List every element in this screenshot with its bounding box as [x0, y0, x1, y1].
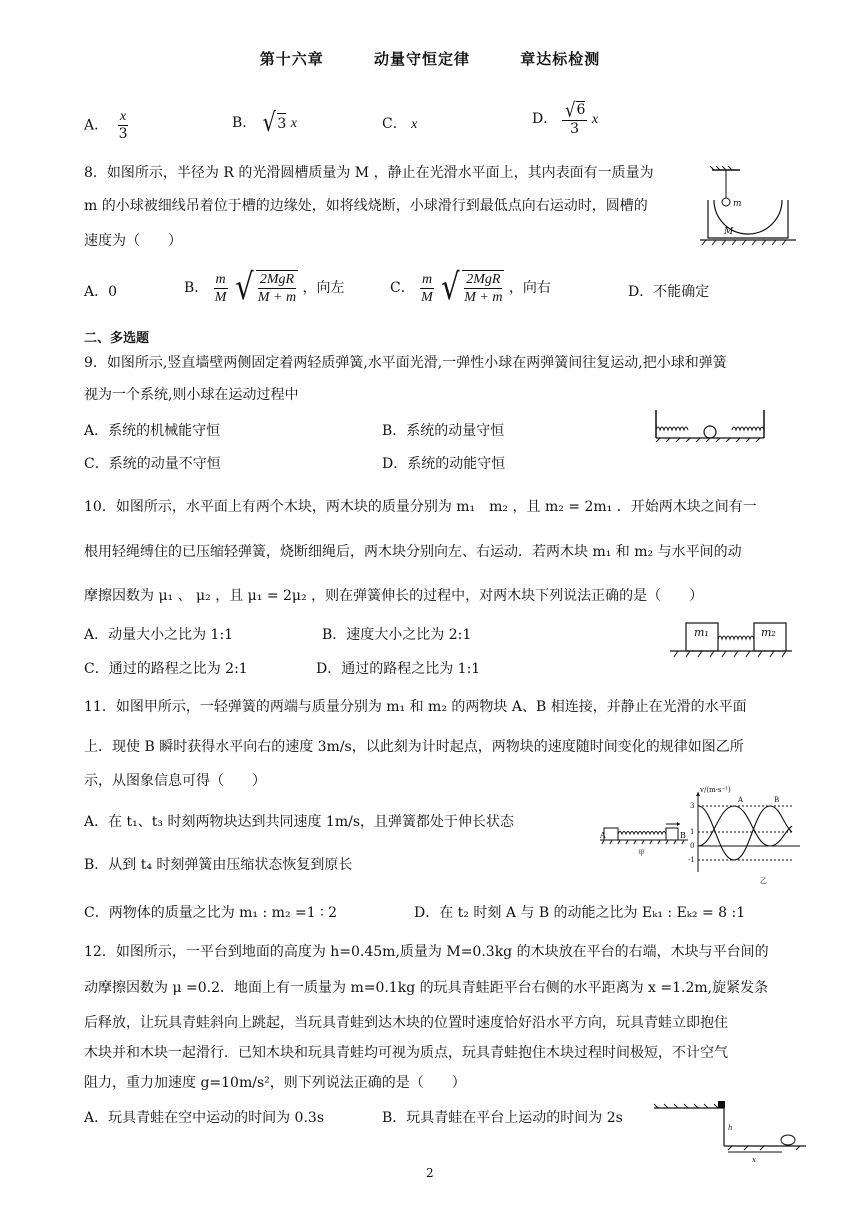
- sqrt-expression: √ 3: [262, 108, 287, 138]
- fraction: [213, 271, 229, 306]
- q10-figure: [670, 619, 792, 659]
- direction: ，向左: [302, 280, 345, 296]
- radicand: 3: [277, 113, 286, 134]
- q9-option-a: A．系统的机械能守恒: [84, 423, 221, 439]
- q11-figure-b-axis-label: v/(m·s⁻¹): [700, 786, 731, 794]
- q12-figure: [652, 1096, 808, 1164]
- q8-option-d: D．不能确定: [628, 284, 710, 300]
- q11-stem-line3: 示，从图象信息可得（ ）: [84, 773, 266, 789]
- q10-figure-m2-label: m₂: [761, 626, 776, 639]
- q11-option-b: B．从到 t₄ 时刻弹簧由压缩状态恢复到原长: [84, 857, 353, 873]
- option-label: C．: [382, 116, 407, 132]
- q10-option-d: D．通过的路程之比为 1:1: [316, 661, 481, 677]
- fraction: [117, 108, 130, 143]
- chapter-title: 动量守恒定律: [373, 50, 470, 68]
- q9-stem-line1: 9．如图所示,竖直墙壁两侧固定着两轻质弹簧,水平面光滑,一弹性小球在两弹簧间往复运动,把小球和弹簧: [84, 355, 727, 371]
- q9-figure: [652, 408, 768, 442]
- q10-option-a: A．动量大小之比为 1:1: [84, 627, 234, 643]
- q12-option-b: B．玩具青蛙在平台上运动的时间为 2s: [382, 1110, 623, 1126]
- q8-option-a: A．0: [84, 284, 118, 300]
- svg-text:M: M: [724, 227, 734, 237]
- q8-option-b: [184, 267, 345, 308]
- denominator: M + m: [464, 290, 503, 305]
- q8-option-c: [390, 267, 551, 308]
- q9-option-b: B．系统的动量守恒: [382, 423, 505, 439]
- svg-text:B: B: [680, 831, 686, 840]
- q8-stem-line3: 速度为（ ）: [84, 233, 182, 249]
- numerator: √ 6: [562, 100, 588, 121]
- option-label: B．: [232, 115, 257, 131]
- svg-text:B: B: [774, 796, 780, 804]
- option-label: B．: [184, 280, 209, 296]
- numerator: 2MgR: [466, 272, 501, 287]
- svg-text:3: 3: [690, 802, 695, 810]
- svg-text:-1: -1: [688, 856, 695, 864]
- page-header: [0, 48, 860, 69]
- q11-figure-a-caption: 甲: [638, 849, 645, 857]
- svg-text:A: A: [600, 831, 606, 840]
- q10-option-c: C．通过的路程之比为 2:1: [84, 661, 248, 677]
- q10-figure-m1-label: m₁: [694, 626, 709, 639]
- q7-option-a: [84, 108, 130, 143]
- svg-text:x: x: [752, 1156, 756, 1164]
- q10-stem-line1: 10．如图所示，水平面上有两个木块，两木块的质量分别为 m₁ m₂ ，且 m₂ = 2m₁ ．开始两木块之间有一: [84, 499, 757, 515]
- q10-stem-line3: 摩擦因数为 μ₁ 、 μ₂ ，且 μ₁ = 2μ₂ ，则在弹簧伸长的过程中，对两木块下列说法正确的是（ ）: [84, 588, 704, 604]
- q10-stem-line2: 根用轻绳缚住的已压缩轻弹簧，烧断细绳后，两木块分别向左、右运动．若两木块 m₁ 和 m₂ 与水平间的动: [84, 544, 742, 560]
- svg-text:m: m: [733, 199, 742, 209]
- q7-option-b: [232, 110, 297, 136]
- denominator: 3: [570, 121, 579, 137]
- q7-option-c: [382, 114, 417, 135]
- q12-stem-line3: 后释放，让玩具青蛙斜向上跳起，当玩具青蛙到达木块的位置时速度恰好沿水平方向，玩具青蛙立即抱住: [84, 1015, 728, 1031]
- section-heading-multi-choice: 二、多选题: [84, 331, 150, 346]
- q12-stem-line4: 木块并和木块一起滑行．已知木块和玩具青蛙均可视为质点，玩具青蛙抱住木块过程时间极短，不计空气: [84, 1045, 728, 1061]
- q12-stem-line5: 阻力，重力加速度 g=10m/s²，则下列说法正确的是（ ）: [84, 1075, 466, 1091]
- q11-figure-a: [600, 818, 690, 858]
- q9-stem-line2: 视为一个系统,则小球在运动过程中: [84, 387, 299, 403]
- svg-text:A: A: [738, 796, 744, 804]
- numerator: m: [421, 271, 433, 287]
- page-number: 2: [426, 1166, 434, 1180]
- radicand: 6: [576, 102, 586, 118]
- sqrt-expression: √ $\frac{\text{2MgR}}{M + m}$: [235, 267, 297, 308]
- option-label: D．: [532, 111, 558, 127]
- option-label: C．: [390, 280, 415, 296]
- q12-stem-line1: 12．如图所示，一平台到地面的高度为 h=0.45m,质量为 M=0.3kg 的木块放在平台的右端，木块与平台间的: [84, 944, 769, 960]
- numerator: m: [215, 271, 226, 287]
- q11-stem-line1: 11．如图甲所示，一轻弹簧的两端与质量分别为 m₁ 和 m₂ 的两物块 A、B 相连接，并静止在光滑的水平面: [84, 699, 747, 715]
- fraction: [562, 100, 588, 138]
- q7-option-d: [532, 100, 598, 138]
- q11-option-d: D．在 t₂ 时刻 A 与 B 的动能之比为 Eₖ₁ : Eₖ₂ = 8 :1: [414, 905, 746, 921]
- fraction: [419, 271, 435, 306]
- direction: ，向右: [508, 280, 551, 296]
- denominator: M: [214, 289, 227, 305]
- q11-option-c: C．两物体的质量之比为 m₁ : m₂ =1 ∶ 2: [84, 905, 338, 921]
- chapter-label: 第十六章: [259, 50, 324, 68]
- q9-option-c: C．系统的动量不守恒: [84, 456, 221, 472]
- q8-stem-line1: 8．如图所示，半径为 R 的光滑圆槽质量为 M ，静止在光滑水平面上，其内表面有一质量为: [84, 165, 654, 181]
- q8-figure: [700, 166, 796, 246]
- q12-option-a: A．玩具青蛙在空中运动的时间为 0.3s: [84, 1110, 325, 1126]
- q9-option-d: D．系统的动能守恒: [382, 456, 506, 472]
- variable: x: [591, 112, 599, 127]
- q12-stem-line2: 动摩擦因数为 μ =0.2．地面上有一质量为 m=0.1kg 的玩具青蛙距平台右侧的水平距离为 x =1.2m,旋紧发条: [84, 980, 769, 996]
- denominator: M + m: [257, 290, 297, 305]
- variable: x: [290, 116, 297, 131]
- denominator: 3: [118, 126, 128, 142]
- svg-text:1: 1: [690, 828, 695, 836]
- option-value: x: [411, 117, 418, 132]
- numerator: x: [119, 109, 127, 124]
- numerator: 2MgR: [259, 272, 295, 287]
- svg-text:h: h: [728, 1124, 733, 1132]
- sqrt-expression: √ $\frac{\text{2MgR}}{M + m}$: [441, 267, 503, 308]
- q11-option-a: A．在 t₁、t₃ 时刻两物块达到共同速度 1m/s，且弹簧都处于伸长状态: [84, 814, 515, 830]
- option-label: A．: [84, 117, 109, 134]
- q11-stem-line2: 上．现使 B 瞬时获得水平向右的速度 3m/s，以此刻为计时起点，两物块的速度随时间变化的规律如图乙所: [84, 739, 744, 755]
- q10-option-b: B．速度大小之比为 2:1: [322, 627, 472, 643]
- q11-figure-b-caption: 乙: [760, 877, 767, 885]
- svg-text:0: 0: [690, 842, 695, 850]
- test-label: 章达标检测: [520, 50, 601, 68]
- q11-figure-b: [688, 786, 804, 878]
- q8-stem-line2: m 的小球被细线吊着位于槽的边缘处，如将线烧断，小球滑行到最低点向右运动时，圆槽的: [84, 198, 648, 214]
- denominator: M: [421, 289, 433, 305]
